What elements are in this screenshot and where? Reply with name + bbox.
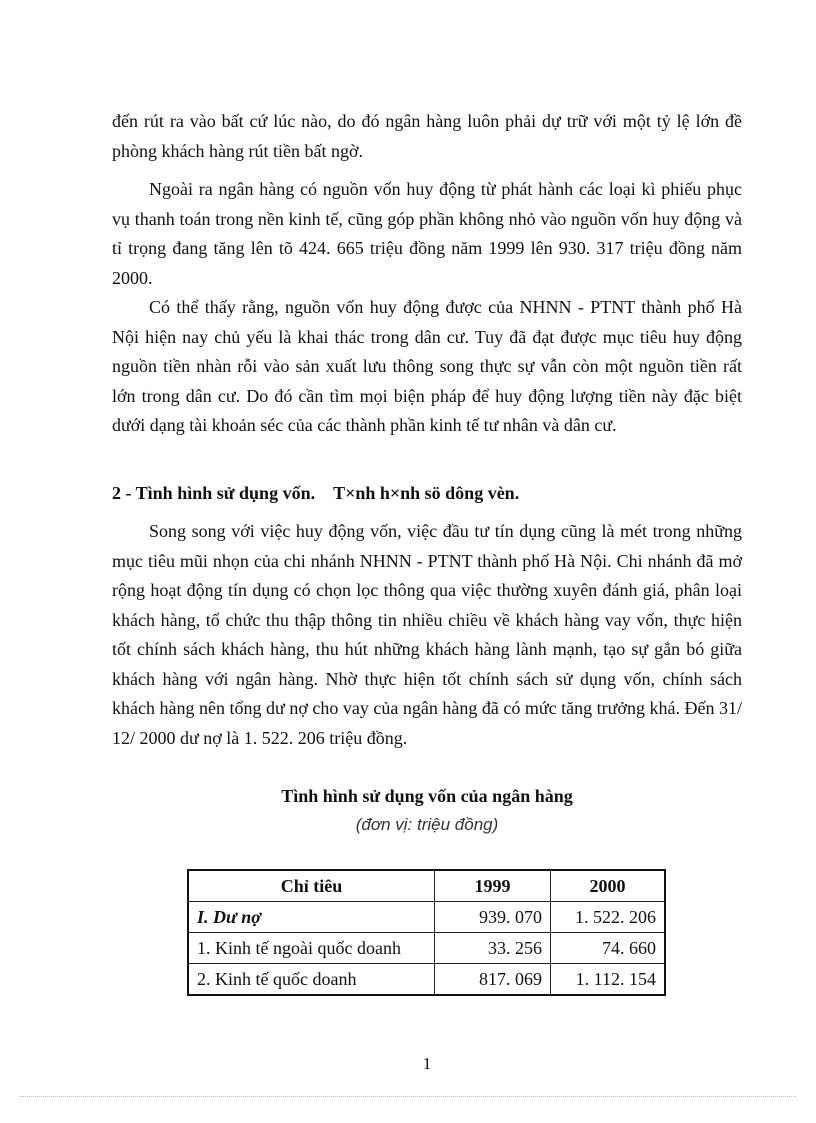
section-heading xyxy=(112,483,519,504)
table-row xyxy=(188,933,665,964)
row-value-2000: 1. 112. 154 xyxy=(551,964,666,996)
row-label: 1. Kinh tế ngoài quốc doanh xyxy=(188,933,435,964)
capital-usage-table xyxy=(187,869,666,996)
table-unit: (đơn vị: triệu đồng) xyxy=(355,815,499,834)
page-number: 1 xyxy=(422,1054,432,1073)
paragraph-2: Ngoài ra ngân hàng có nguồn vốn huy động từ phát hành các loại kì phiếu phục vụ thanh toán trong nền kinh tế, cũng góp phần không nhỏ vào nguồn vốn huy động và tỉ trọng đang tăng lên tõ 424. 665 triệu đồng năm 1999 lên 930. 317 triệu đồng năm 2000. xyxy=(112,179,742,288)
row-value-2000: 74. 660 xyxy=(551,933,666,964)
row-label: I. Dư nợ xyxy=(188,902,435,933)
row-value-1999: 33. 256 xyxy=(435,933,551,964)
row-value-1999: 817. 069 xyxy=(435,964,551,996)
footer-divider xyxy=(20,1096,796,1097)
paragraph-1: đến rút ra vào bất cứ lúc nào, do đó ngân hàng luôn phải dự trữ với một tỷ lệ lớn đề phòng khách hàng rút tiền bất ngờ. xyxy=(112,111,742,161)
table-title: Tình hình sử dụng vốn của ngân hàng xyxy=(281,786,573,806)
table-header-row xyxy=(188,870,665,902)
table-row xyxy=(188,964,665,996)
section-heading-garbled-text: T×nh h×nh sö dông vèn. xyxy=(333,483,520,503)
header-2000: 2000 xyxy=(551,870,666,902)
table-row xyxy=(188,902,665,933)
header-1999: 1999 xyxy=(435,870,551,902)
paragraph-3: Có thể thấy rằng, nguồn vốn huy động được của NHNN - PTNT thành phố Hà Nội hiện nay chủ yếu là khai thác trong dân cư. Tuy đã đạt được mục tiêu huy động nguồn tiền nhàn rỗi vào sản xuất lưu thông song thực sự vẫn còn một nguồn tiền rất lớn trong dân cư. Do đó cần tìm mọi biện pháp để huy động lượng tiền này đặc biệt dưới dạng tài khoản séc của các thành phần kinh tế tư nhân và dân cư. xyxy=(112,297,742,435)
section-heading-text: 2 - Tình hình sử dụng vốn. xyxy=(112,483,316,503)
header-indicator: Chỉ tiêu xyxy=(188,870,435,902)
row-value-2000: 1. 522. 206 xyxy=(551,902,666,933)
row-label: 2. Kinh tế quốc doanh xyxy=(188,964,435,996)
row-value-1999: 939. 070 xyxy=(435,902,551,933)
paragraph-4: Song song với việc huy động vốn, việc đầu tư tín dụng cũng là mét trong những mục tiêu mũi nhọn của chi nhánh NHNN - PTNT thành phố Hà Nội. Chi nhánh đã mở rộng hoạt động tín dụng có chọn lọc thông qua việc thường xuyên đánh giá, phân loại khách hàng, tổ chức thu thập thông tin nhiều chiều về khách hàng vay vốn, thực hiện tốt chính sách khách hàng, thu hút những khách hàng lành mạnh, tạo sự gắn bó giữa khách hàng với ngân hàng. Nhờ thực hiện tốt chính sách sử dụng vốn, chính sách khách hàng nên tổng dư nợ cho vay của ngân hàng đã có mức tăng trưởng khá. Đến 31/ 12/ 2000 dư nợ là 1. 522. 206 triệu đồng. xyxy=(112,521,742,748)
